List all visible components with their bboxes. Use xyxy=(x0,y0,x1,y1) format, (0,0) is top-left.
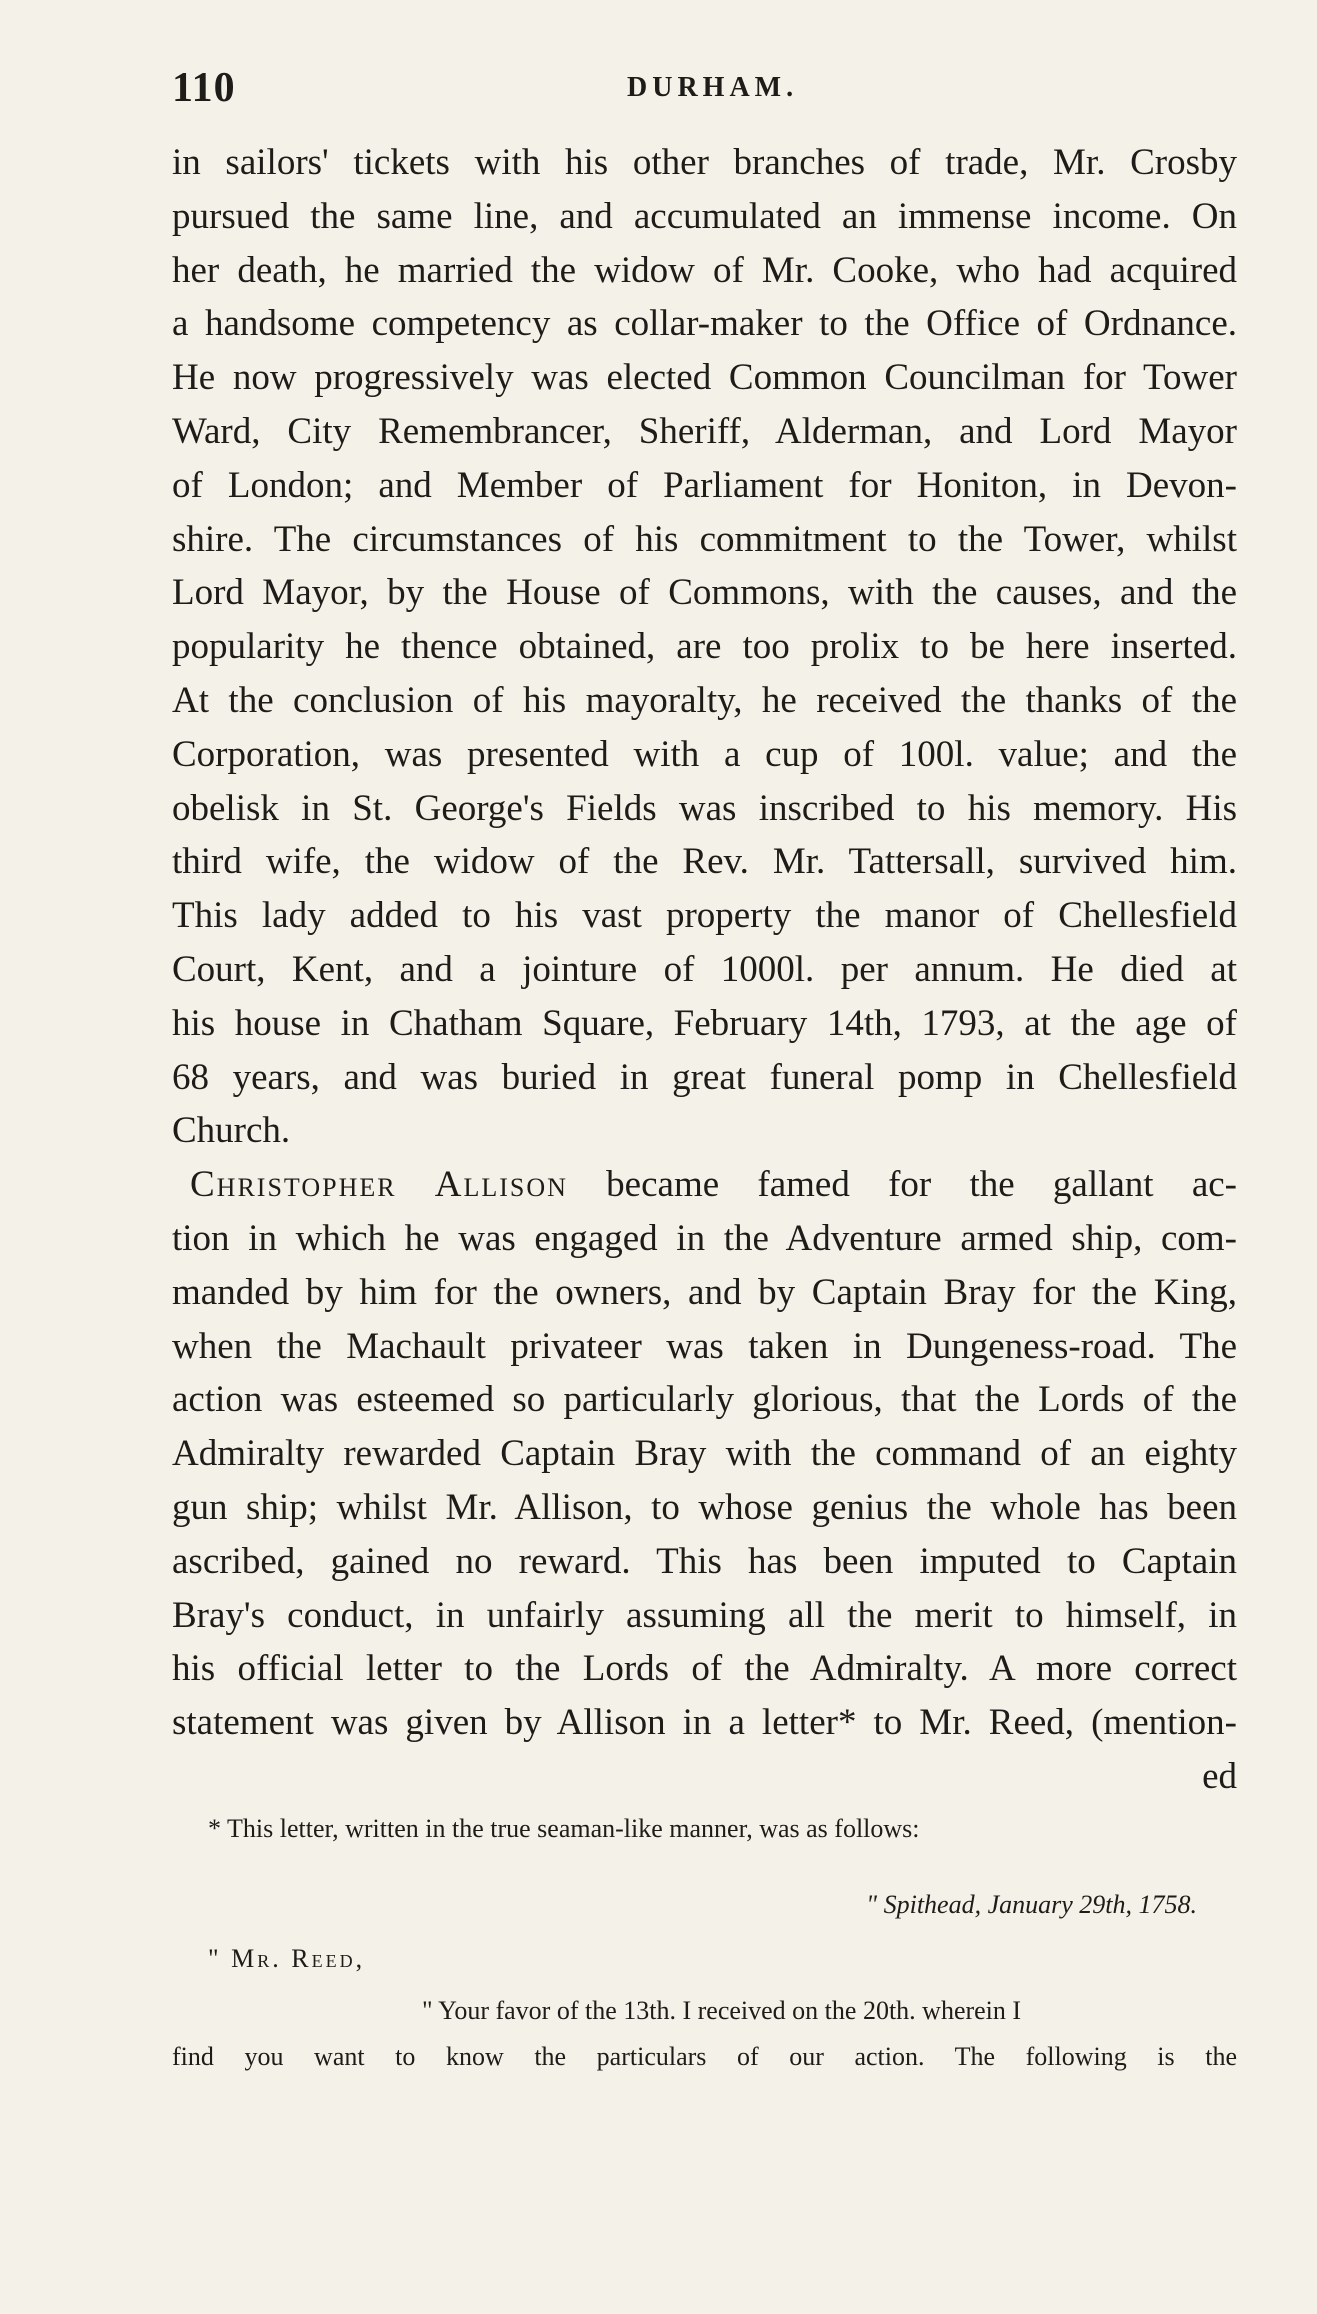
letter-dateline: " Spithead, January 29th, 1758. xyxy=(866,1890,1197,1919)
letter-text-line: " Your favor of the 13th. I received on the 20th. wherein I xyxy=(422,1996,1022,2025)
text-line: pursued the same line, and accumulated an immense income. On xyxy=(172,195,1237,237)
text-line: shire. The circumstances of his commitment to the Tower, whilst xyxy=(172,518,1237,560)
text-line: He now progressively was elected Common Councilman for Tower xyxy=(172,357,1237,399)
text-line: third wife, the widow of the Rev. Mr. Tattersall, survived him. xyxy=(172,841,1237,883)
text-line: gun ship; whilst Mr. Allison, to whose genius the whole has been xyxy=(172,1486,1237,1528)
footnote-intro: * This letter, written in the true seaman-like manner, was as follows: xyxy=(208,1814,920,1843)
body-text xyxy=(172,136,1237,1804)
text-line: Admiralty rewarded Captain Bray with the command of an eighty xyxy=(172,1433,1237,1475)
text-line: her death, he married the widow of Mr. Cooke, who had acquired xyxy=(172,249,1237,291)
text-fragment: became famed for the gallant ac- xyxy=(606,1164,1237,1206)
letter-salutation: " Mr. Reed, xyxy=(208,1944,366,1973)
text-line: Church. xyxy=(172,1110,291,1152)
text-line: 68 years, and was buried in great funeral pomp in Chellesfield xyxy=(172,1056,1237,1098)
footnote xyxy=(172,1806,1237,2080)
person-name: Christopher Allison xyxy=(190,1164,568,1206)
text-line: popularity he thence obtained, are too prolix to be here inserted. xyxy=(172,626,1237,668)
text-line xyxy=(172,1158,1237,1212)
text-line: manded by him for the owners, and by Captain Bray for the King, xyxy=(172,1271,1237,1313)
catchword: ed xyxy=(1202,1755,1237,1797)
text-line: ascribed, gained no reward. This has been imputed to Captain xyxy=(172,1540,1237,1582)
text-line: This lady added to his vast property the manor of Chellesfield xyxy=(172,895,1237,937)
text-line: Lord Mayor, by the House of Commons, with the causes, and the xyxy=(172,572,1237,614)
text-line: statement was given by Allison in a letter* to Mr. Reed, (mention- xyxy=(172,1702,1237,1744)
text-line: tion in which he was engaged in the Adventure armed ship, com- xyxy=(172,1217,1237,1259)
text-line: Court, Kent, and a jointure of 1000l. per annum. He died at xyxy=(172,948,1237,990)
text-line: in sailors' tickets with his other branches of trade, Mr. Crosby xyxy=(172,142,1237,183)
running-head: DURHAM. xyxy=(627,72,799,103)
text-line: action was esteemed so particularly glorious, that the Lords of the xyxy=(172,1379,1237,1421)
text-line: a handsome competency as collar-maker to the Office of Ordnance. xyxy=(172,303,1237,345)
page-header xyxy=(172,64,1237,124)
text-line: Corporation, was presented with a cup of 100l. value; and the xyxy=(172,733,1237,775)
text-line: obelisk in St. George's Fields was inscribed to his memory. His xyxy=(172,787,1237,829)
text-line: his official letter to the Lords of the Admiralty. A more correct xyxy=(172,1648,1237,1690)
text-line: Ward, City Remembrancer, Sheriff, Alderman, and Lord Mayor xyxy=(172,410,1237,452)
paragraph-crosby xyxy=(172,136,1237,1158)
text-line: Bray's conduct, in unfairly assuming all the merit to himself, in xyxy=(172,1594,1237,1636)
text-line: of London; and Member of Parliament for Honiton, in Devon- xyxy=(172,464,1237,506)
page-number: 110 xyxy=(172,65,236,111)
text-line: his house in Chatham Square, February 14th, 1793, at the age of xyxy=(172,1002,1237,1044)
letter-text-line: find you want to know the particulars of our action. The following is the xyxy=(172,2042,1237,2071)
text-line: At the conclusion of his mayoralty, he received the thanks of the xyxy=(172,679,1237,721)
text-line: when the Machault privateer was taken in Dungeness-road. The xyxy=(172,1325,1237,1367)
paragraph-allison xyxy=(172,1158,1237,1804)
